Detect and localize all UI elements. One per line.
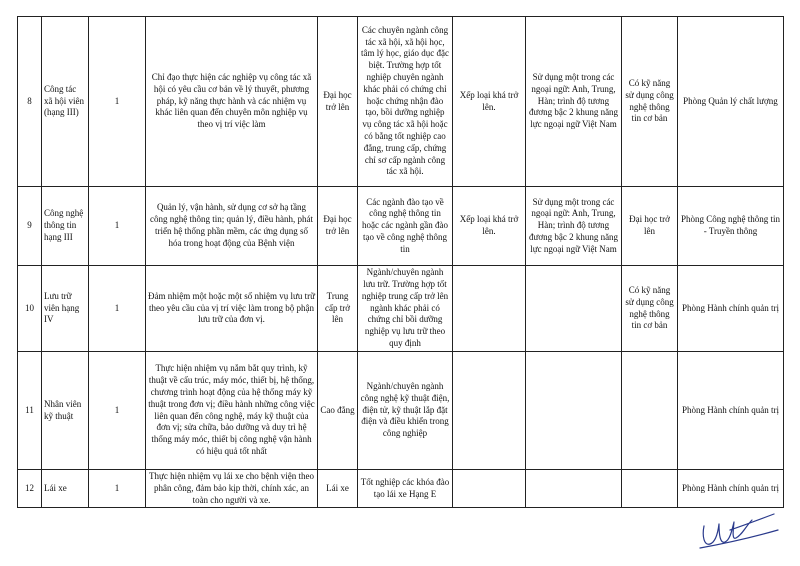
job-description: Chỉ đạo thực hiện các nghiệp vụ công tác xã hội có yêu cầu cơ bản về lý thuyết, phương pháp, kỹ năng thực hành và các nhiệm vụ khác liên quan đến chuyên môn nghiệp vụ theo vị trí việc làm: [146, 17, 318, 187]
position-name: Nhân viên kỹ thuật: [42, 352, 89, 470]
row-number: 9: [18, 187, 42, 266]
grade-requirement: [453, 470, 526, 508]
it-requirement: [622, 352, 678, 470]
education-level: Đại học trở lên: [318, 187, 358, 266]
signature-stroke: [700, 514, 778, 548]
language-requirement: [526, 352, 622, 470]
education-level: Lái xe: [318, 470, 358, 508]
major-requirement: Tốt nghiệp các khóa đào tạo lái xe Hạng E: [358, 470, 453, 508]
grade-requirement: Xếp loại khá trở lên.: [453, 187, 526, 266]
language-requirement: [526, 266, 622, 352]
it-requirement: Có kỹ năng sử dụng công nghệ thông tin cơ bản: [622, 266, 678, 352]
major-requirement: Ngành/chuyên ngành công nghệ kỹ thuật điện, điện tử, kỹ thuật lắp đặt điện và điều khiển trong công nghiệp: [358, 352, 453, 470]
grade-requirement: Xếp loại khá trở lên.: [453, 17, 526, 187]
department: Phòng Quản lý chất lượng: [678, 17, 784, 187]
quantity: 1: [89, 352, 146, 470]
education-level: Đại học trở lên: [318, 17, 358, 187]
position-name: Công nghệ thông tin hạng III: [42, 187, 89, 266]
department: Phòng Hành chính quản trị: [678, 470, 784, 508]
table-row: [18, 470, 784, 508]
job-description: Quản lý, vận hành, sử dụng cơ sở hạ tầng công nghệ thông tin; quản lý, điều hành, phát triển hệ thống phần mềm, các ứng dụng số hóa trong hoạt động của Bệnh viện: [146, 187, 318, 266]
department: Phòng Hành chính quản trị: [678, 352, 784, 470]
job-description: Thực hiện nhiệm vụ nắm bắt quy trình, kỹ thuật về cấu trúc, máy móc, thiết bị, hệ thống, chương trình hoạt động của hệ thống máy kỹ thuật trong đơn vị; điều hành những công việc liên quan đến công nghệ, máy kỹ thuật của đơn vị; sửa chữa, bảo dưỡng và duy trì hệ thống máy móc, thiết bị công nghệ vận hành có hiệu quả tốt nhất: [146, 352, 318, 470]
department: Phòng Công nghệ thông tin - Truyền thông: [678, 187, 784, 266]
position-name: Công tác xã hội viên (hạng III): [42, 17, 89, 187]
row-number: 12: [18, 470, 42, 508]
language-requirement: Sử dụng một trong các ngoại ngữ: Anh, Trung, Hàn; trình độ tương đương bậc 2 khung năng lực ngoại ngữ Việt Nam: [526, 17, 622, 187]
quantity: 1: [89, 17, 146, 187]
row-number: 10: [18, 266, 42, 352]
it-requirement: Có kỹ năng sử dụng công nghệ thông tin cơ bản: [622, 17, 678, 187]
major-requirement: Các ngành đào tạo về công nghệ thông tin hoặc các ngành gần đào tạo về công nghệ thông tin: [358, 187, 453, 266]
grade-requirement: [453, 266, 526, 352]
recruitment-table: [17, 16, 784, 508]
job-description: Thực hiện nhiệm vụ lái xe cho bệnh viện theo phân công, đảm bảo kịp thời, chính xác, an toàn cho người và xe.: [146, 470, 318, 508]
table-row: [18, 187, 784, 266]
table-row: [18, 352, 784, 470]
position-name: Lưu trữ viên hạng IV: [42, 266, 89, 352]
grade-requirement: [453, 352, 526, 470]
education-level: Cao đẳng: [318, 352, 358, 470]
language-requirement: [526, 470, 622, 508]
quantity: 1: [89, 470, 146, 508]
education-level: Trung cấp trở lên: [318, 266, 358, 352]
job-description: Đảm nhiệm một hoặc một số nhiệm vụ lưu trữ theo yêu cầu của vị trí việc làm trong bộ phận lưu trữ của đơn vị.: [146, 266, 318, 352]
row-number: 8: [18, 17, 42, 187]
it-requirement: [622, 470, 678, 508]
department: Phòng Hành chính quản trị: [678, 266, 784, 352]
language-requirement: Sử dụng một trong các ngoại ngữ: Anh, Trung, Hàn; trình độ tương đương bậc 2 khung năng lực ngoại ngữ Việt Nam: [526, 187, 622, 266]
it-requirement: Đại học trở lên: [622, 187, 678, 266]
quantity: 1: [89, 187, 146, 266]
row-number: 11: [18, 352, 42, 470]
table-row: [18, 17, 784, 187]
major-requirement: Các chuyên ngành công tác xã hội, xã hội học, tâm lý học, giáo dục đặc biệt. Trường hợp tốt nghiệp chuyên ngành khác phải có chứng chỉ hoặc chứng nhận đào tạo, bồi dưỡng nghiệp vụ công tác xã hội hoặc có bằng tốt nghiệp cao đẳng, trung cấp, chứng chỉ sơ cấp ngành công tác xã hội.: [358, 17, 453, 187]
table-row: [18, 266, 784, 352]
major-requirement: Ngành/chuyên ngành lưu trữ. Trường hợp tốt nghiệp trung cấp trở lên ngành khác phải có chứng chỉ bồi dưỡng nghiệp vụ lưu trữ theo quy định: [358, 266, 453, 352]
quantity: 1: [89, 266, 146, 352]
position-name: Lái xe: [42, 470, 89, 508]
handwritten-signature: [692, 508, 782, 556]
